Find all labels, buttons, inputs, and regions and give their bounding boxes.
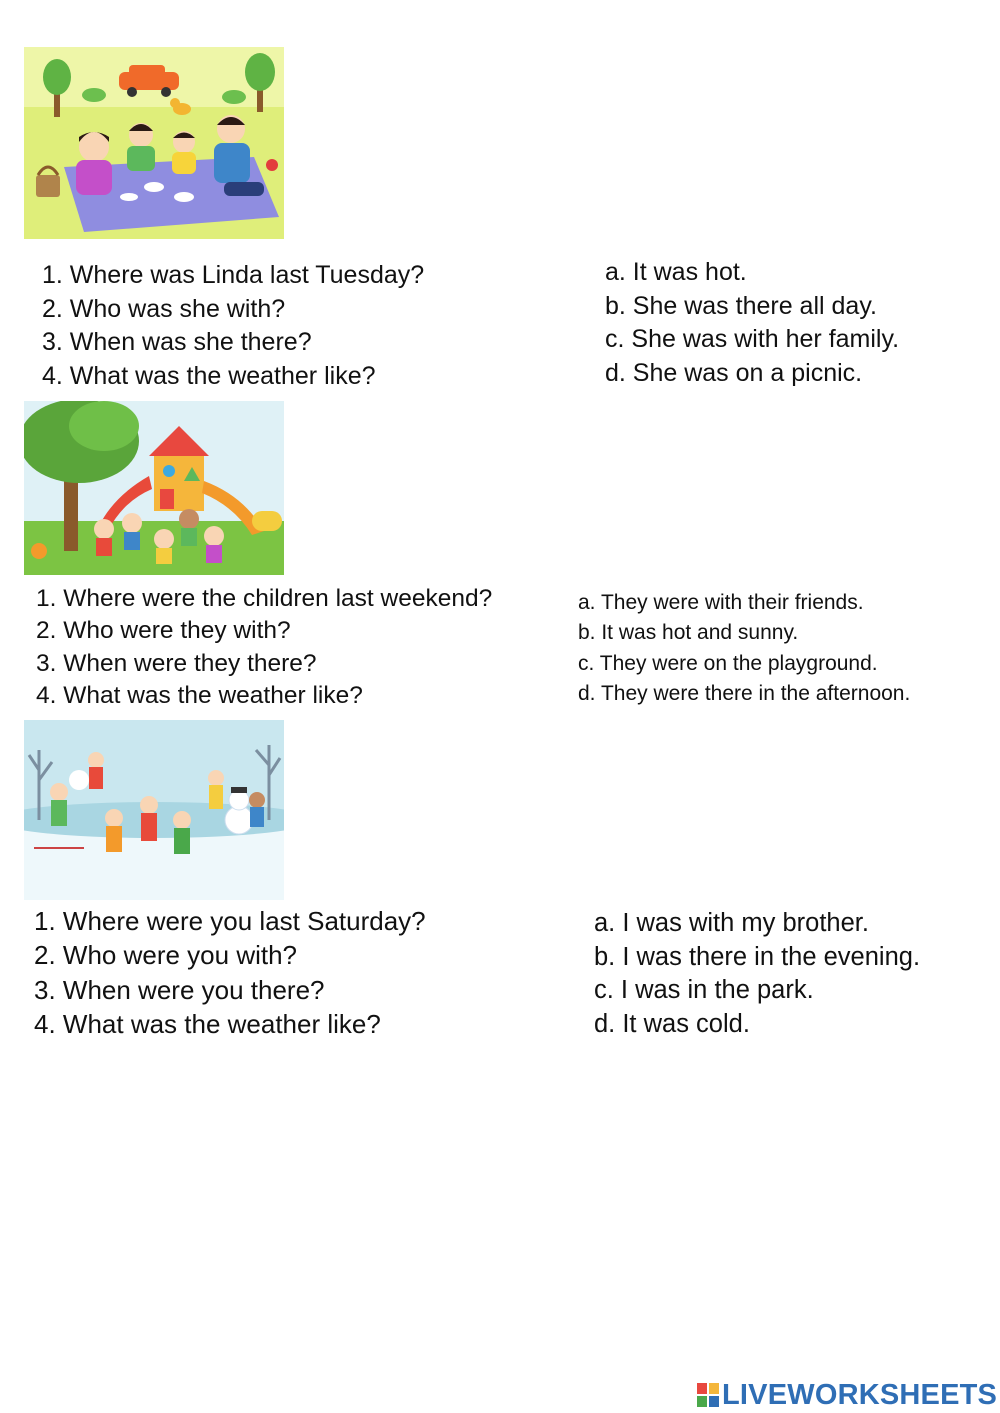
answer-list xyxy=(594,907,920,1041)
question-item: 4. What was the weather like? xyxy=(36,681,363,709)
liveworksheets-logo xyxy=(697,1378,997,1412)
question-item: 2. Who were they with? xyxy=(36,617,291,645)
question-item: 1. Where were you last Saturday? xyxy=(34,906,426,936)
answer-item[interactable]: d. It was cold. xyxy=(594,1009,750,1038)
playground-children-illustration xyxy=(24,401,284,575)
answer-list xyxy=(605,256,899,391)
question-list xyxy=(34,904,426,1041)
question-item: 3. When was she there? xyxy=(42,328,312,357)
answer-item[interactable]: b. It was hot and sunny. xyxy=(578,621,799,645)
question-item: 3. When were they there? xyxy=(36,649,317,677)
question-item: 4. What was the weather like? xyxy=(34,1008,381,1039)
picnic-family-illustration xyxy=(24,47,284,239)
answer-list xyxy=(578,588,910,709)
answer-item[interactable]: d. They were there in the afternoon. xyxy=(578,681,911,705)
answer-item[interactable]: c. She was with her family. xyxy=(605,325,900,354)
answer-item[interactable]: d. She was on a picnic. xyxy=(605,359,863,388)
question-list xyxy=(36,583,492,712)
answer-item[interactable]: c. They were on the playground. xyxy=(578,651,878,675)
answer-item[interactable]: a. It was hot. xyxy=(605,258,747,286)
answer-item[interactable]: a. They were with their friends. xyxy=(578,591,864,614)
question-item: 1. Where were the children last weekend? xyxy=(36,585,493,612)
answer-item[interactable]: b. I was there in the evening. xyxy=(594,942,921,971)
answer-item[interactable]: c. I was in the park. xyxy=(594,976,814,1004)
answer-item[interactable]: b. She was there all day. xyxy=(605,291,877,320)
logo-text: LIVEWORKSHEETS xyxy=(722,1378,998,1411)
question-item: 3. When were you there? xyxy=(34,974,325,1005)
question-item: 2. Who was she with? xyxy=(42,294,286,323)
answer-item[interactable]: a. I was with my brother. xyxy=(594,909,869,937)
question-item: 1. Where was Linda last Tuesday? xyxy=(42,261,425,289)
question-list xyxy=(42,259,424,394)
liveworksheets-logo-icon xyxy=(697,1383,719,1407)
question-item: 4. What was the weather like? xyxy=(42,362,376,391)
question-item: 2. Who were you with? xyxy=(34,940,298,971)
snowy-park-children-illustration xyxy=(24,720,284,900)
